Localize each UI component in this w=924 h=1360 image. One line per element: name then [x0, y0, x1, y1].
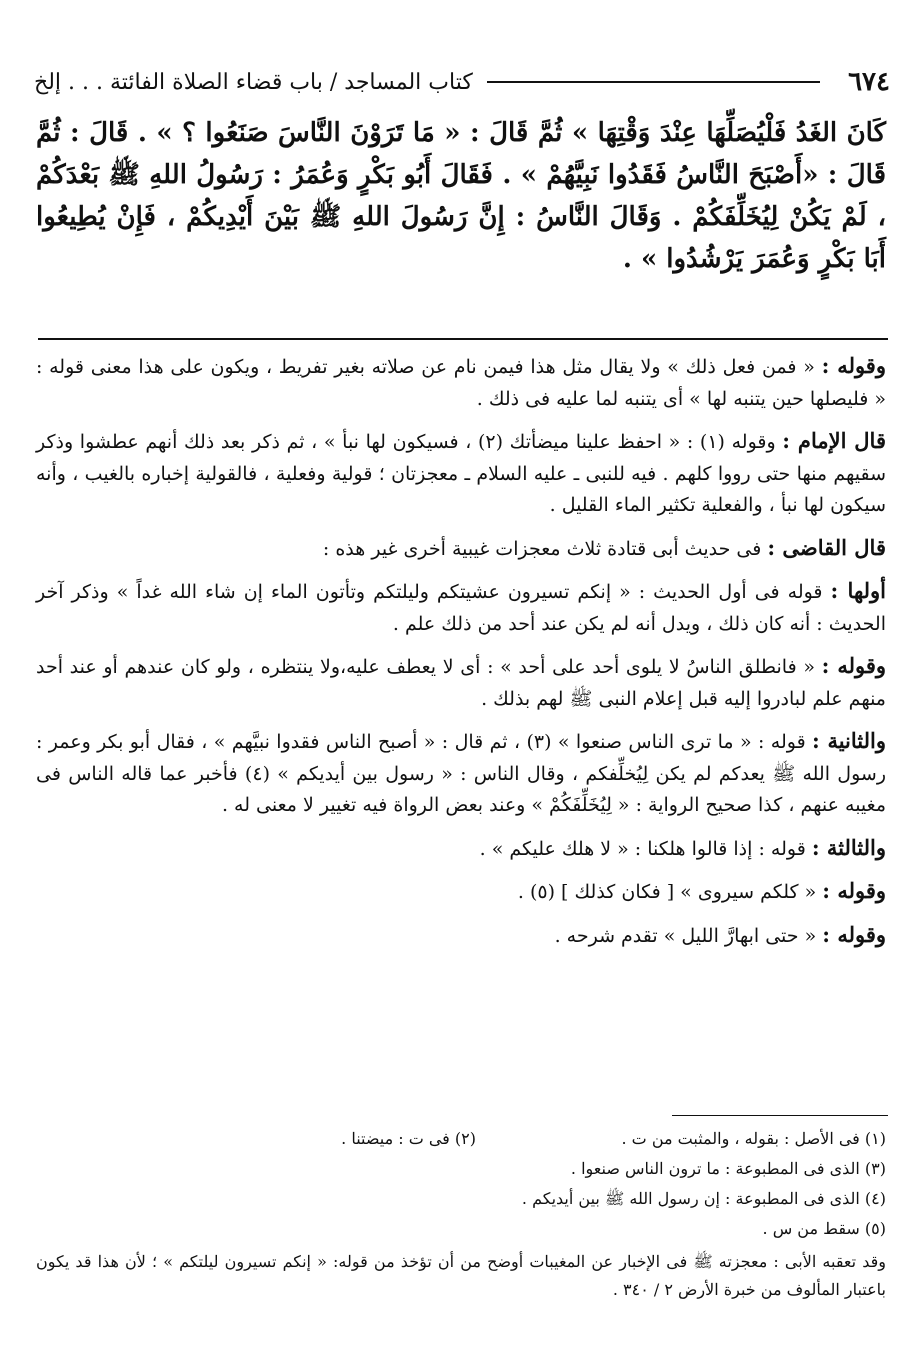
paragraph-lead: قال الإمام :: [782, 428, 886, 453]
footnote-1: (١) فى الأصل : بقوله ، والمثبت من ت .: [621, 1129, 886, 1148]
paragraph-lead: والثانية :: [812, 728, 887, 753]
paragraph-lead: وقوله :: [821, 353, 886, 378]
paragraph-lead: والثالثة :: [811, 834, 886, 860]
commentary: [36, 350, 886, 962]
paragraph-text: قوله : إذا قالوا هلكنا : « لا هلك عليكم » .: [479, 837, 812, 860]
paragraph-lead: وقوله :: [822, 878, 886, 903]
commentary-paragraph: [36, 832, 886, 866]
footnote-2: (٢) فى ت : ميضتنا .: [341, 1129, 476, 1148]
hadith-text: [36, 112, 886, 280]
paragraph-text: « فانطلق الناسُ لا يلوى أحد على أحد » : أى لا يعطف عليه،ولا ينتظره ، ولو كان عندهم أو عند أحد منهم علم لبادروا إليه قبل إعلام النبى ﷺ لهم بذلك .: [36, 656, 886, 710]
commentary-paragraph: [36, 575, 886, 640]
footnote-commentary: وقد تعقبه الأبى : معجزته ﷺ فى الإخبار عن المغيبات أوضح من أن تؤخذ من قوله: « إنكم تسيرون ليلتكم » ؛ لأن هذا قد يكون باعتبار المألوف من خبرة الأرض ٢ / ٣٤٠ .: [36, 1252, 887, 1299]
paragraph-text: قوله فى أول الحديث : « إنكم تسيرون عشيتكم وليلتكم وتأتون الماء إن شاء الله غداً » وذكر آخر الحديث : أنه كان ذلك ، ويدل أنه لم يكن عند أحد من ذلك علم .: [36, 581, 886, 635]
paragraph-lead: وقوله :: [822, 921, 886, 947]
section-divider: [38, 338, 888, 340]
paragraph-text: قوله : « ما ترى الناس صنعوا » (٣) ، ثم قال : « أصبح الناس فقدوا نبيَّهم » ، فقال أبو بكر وعمر : رسول الله ﷺ يعدكم لم يكن لِيُخلِّفكم ، وقال الناس : « رسول بين أيديكم » (٤) فأخبر عما قاله الناس فى مغيبه عنهم ، كذا صحيح الرواية : « لِيُخَلِّفَكُمْ » وعند بعض الرواة فيه تغيير لا معنى له .: [36, 731, 886, 816]
footnote-3: (٣) الذى فى المطبوعة : ما ترون الناس صنعوا .: [570, 1159, 886, 1178]
commentary-paragraph: [36, 919, 886, 953]
paragraph-text: « كلكم سيروى » [ فكان كذلك ] (٥) .: [517, 881, 823, 903]
hadith-paragraph: كَانَ الغَدُ فَلْيُصَلِّهَا عِنْدَ وَقْتِهَا » ثُمَّ قَالَ : « مَا تَرَوْنَ النَّاسَ صَنَعُوا ؟ » . قَالَ : ثُمَّ قَالَ : «أَصْبَحَ النَّاسُ فَقَدُوا نَبِيَّهُمْ » . فَقَالَ أَبُو بَكْرٍ وَعُمَرُ : رَسُولُ اللهِ ﷺ بَعْدَكُمْ ، لَمْ يَكُنْ لِيُخَلِّفَكُمْ . وَقَالَ النَّاسُ : إِنَّ رَسُولَ اللهِ ﷺ بَيْنَ أَيْدِيكُمْ ، فَإِنْ يُطِيعُوا أَبَا بَكْرٍ وَعُمَرَ يَرْشُدُوا » .: [36, 118, 886, 274]
footnote-5: (٥) سقط من س .: [762, 1219, 886, 1238]
page-number: ٦٧٤: [848, 67, 890, 97]
paragraph-lead: قال القاضى :: [767, 534, 886, 560]
commentary-paragraph: [36, 350, 886, 415]
footnote-rule: [672, 1115, 888, 1116]
footnote-4: (٤) الذى فى المطبوعة : إن رسول الله ﷺ بين أيديكم .: [521, 1189, 886, 1208]
paragraph-lead: أولها :: [830, 578, 886, 603]
running-header: [34, 64, 890, 100]
commentary-paragraph: [36, 875, 886, 909]
paragraph-lead: وقوله :: [821, 653, 887, 678]
chapter-title: كتاب المساجد / باب قضاء الصلاة الفائتة . . . إلخ: [34, 69, 473, 95]
commentary-paragraph: [36, 532, 886, 566]
paragraph-text: « فمن فعل ذلك » ولا يقال مثل هذا فيمن نام عن صلاته بغير تفريط ، ويكون على هذا معنى قوله : « فليصلها حين يتنبه لها » أى يتنبه لما عليه فى ذلك .: [36, 356, 886, 410]
footnotes: [36, 1124, 886, 1304]
paragraph-text: وقوله (١) : « احفظ علينا ميضأتك (٢) ، فسيكون لها نبأ » ، ثم ذكر بعد ذلك أنهم عطشوا وذكر سقيهم منها حتى رووا كلهم . فيه للنبى ـ عليه السلام ـ معجزتان ؛ قولية وفعلية ، فالقولية إخباره بالغيب ، وأنه سيكون لها نبأ ، والفعلية تكثير الماء القليل .: [36, 431, 886, 516]
paragraph-text: « حتى ابهارَّ الليل » تقدم شرحه .: [554, 924, 823, 947]
footnote-row: [36, 1124, 886, 1154]
paragraph-text: فى حديث أبى قتادة ثلاث معجزات غيبية أخرى غير هذه :: [322, 537, 768, 560]
commentary-paragraph: [36, 725, 886, 822]
commentary-paragraph: [36, 425, 886, 522]
header-rule: [487, 81, 820, 83]
commentary-paragraph: [36, 650, 886, 715]
